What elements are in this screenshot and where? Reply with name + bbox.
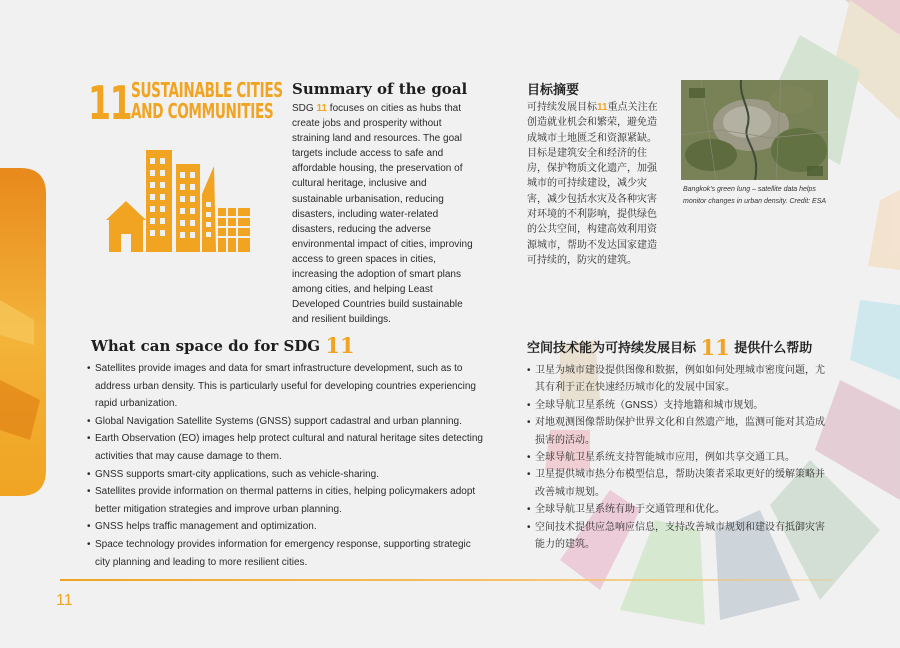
summary-body-number: 11	[316, 103, 328, 114]
list-item: • 卫星为城市建设提供图像和数据，例如如何处理城市密度问题，尤其有利于正在快速经历城市化的发展中国家。	[527, 362, 832, 397]
sdg-title-line1: SUSTAINABLE CITIES	[131, 78, 283, 102]
sdg-title-line2: AND COMMUNITIES	[131, 99, 274, 123]
list-item: • Space technology provides information for emergency response, supporting strategic city planning and leading to more resilient cities.	[87, 536, 487, 571]
list-item: • Satellites provide images and data for smart infrastructure development, such as to address urban density. This is particularly useful for developing countries experiencing rapid urbanization.	[87, 360, 487, 413]
sdg-number: 11	[88, 76, 132, 130]
list-item: • 空间技术提供应急响应信息，支持改善城市规划和建设有抵御灾害能力的建筑。	[527, 519, 832, 554]
list-item: • Satellites provide information on thermal patterns in cities, helping policymakers adopt better mitigation strategies and improve urban planning.	[87, 483, 487, 518]
space-benefits-list-cn	[527, 362, 832, 553]
space-title-text: What can space do for SDG	[91, 337, 326, 355]
summary-body-text: focuses on cities as hubs that create jobs and prosperity without straining land and resources. The goal targets include access to safe and affordable housing, the preservation of cultural heritage, inclusive and sustainable urbanisation, reducing disasters, including water-related disasters, reducing the adverse environmental impact of cities, improving access to green spaces in cities, increasing the adoption of smart plans among cities, and helping Least Developed Countries build sustainable and resilient buildings.	[292, 103, 473, 326]
sustainable-city-icon	[106, 144, 256, 254]
list-item: • 全球导航卫星系统（GNSS）支持地籍和城市规划。	[527, 397, 832, 414]
list-item: • GNSS helps traffic management and optimization.	[87, 518, 487, 536]
summary-body-cn-number: 11	[597, 102, 608, 113]
space-title-cn-number: 11	[700, 335, 730, 360]
left-color-band	[0, 0, 60, 648]
summary-body-prefix: SDG	[292, 103, 317, 114]
summary-title-cn: 目标摘要	[527, 83, 580, 98]
summary-title: Summary of the goal	[292, 80, 468, 98]
sdg-title	[131, 80, 283, 122]
list-item: • 对地观测图像帮助保护世界文化和自然遗产地，监测可能对其造成损害的活动。	[527, 414, 832, 449]
list-item: • GNSS supports smart-city applications, such as vehicle-sharing.	[87, 466, 487, 484]
summary-body-cn-text: 重点关注在创造就业机会和繁荣，避免造成城市土地匮乏和资源紧缺。目标是建筑安全和经济的住房，保护物质文化遗产，加强城市的可持续建设，减少灾害，减少包括水灾及各种灾害对环境的不利影响，提供绿色的公共空间，构建高效利用资源城市，帮助不发达国家建造可持续的，防灾的建筑。	[527, 102, 658, 266]
space-title-cn-prefix: 空间技术能为可持续发展目标	[527, 341, 701, 356]
space-benefits-list	[87, 360, 487, 571]
space-title-cn-suffix: 提供什么帮助	[729, 341, 813, 356]
page-number: 11	[56, 592, 73, 609]
summary-body-cn-prefix: 可持续发展目标	[527, 102, 597, 113]
list-item: • 全球导航卫星系统支持智能城市应用，例如共享交通工具。	[527, 449, 832, 466]
bangkok-satellite-image	[681, 80, 828, 180]
summary-body-cn	[527, 100, 663, 268]
list-item: • 卫星提供城市热分布模型信息，帮助决策者采取更好的缓解策略并改善城市规划。	[527, 466, 832, 501]
space-section-title-cn	[527, 335, 812, 360]
space-title-number: 11	[325, 333, 355, 358]
image-caption: Bangkok's green lung – satellite data helps monitor changes in urban density. Credit: ESA	[683, 186, 827, 205]
list-item: • Earth Observation (EO) images help protect cultural and natural heritage sites detecting activities that may cause damage to them.	[87, 430, 487, 465]
footer-divider	[60, 579, 833, 581]
list-item: • Global Navigation Satellite Systems (GNSS) support cadastral and urban planning.	[87, 413, 487, 431]
summary-body	[292, 101, 478, 327]
space-section-title	[91, 333, 355, 358]
list-item: • 全球导航卫星系统有助于交通管理和优化。	[527, 501, 832, 518]
